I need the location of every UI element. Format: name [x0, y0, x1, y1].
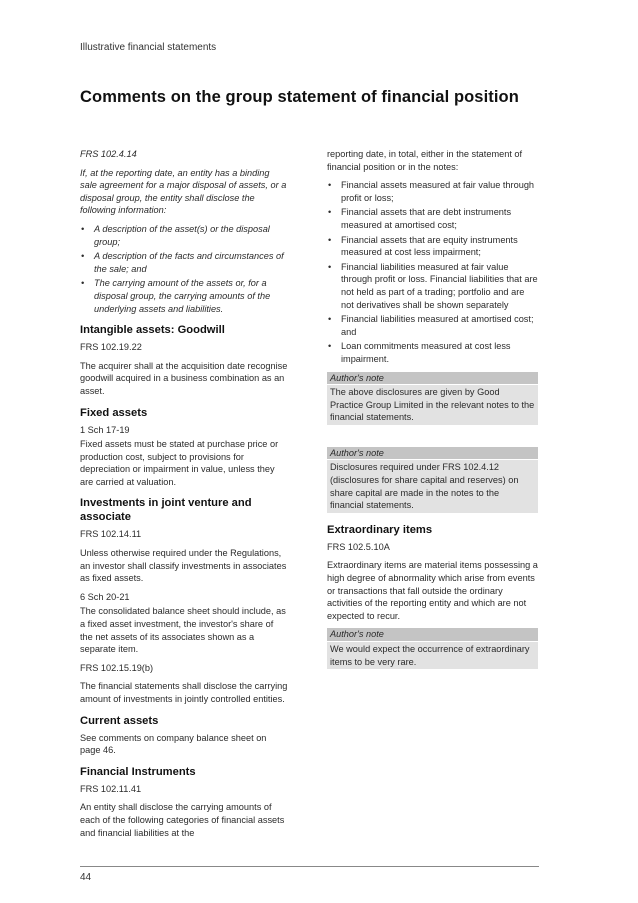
- authors-note-heading: Author's note: [327, 628, 538, 642]
- current-assets-heading: Current assets: [80, 714, 159, 727]
- list-item: • A description of the asset(s) or the disposal group;: [80, 223, 288, 248]
- extraordinary-items-heading: Extraordinary items: [327, 523, 433, 536]
- fixed-assets-heading: Fixed assets: [80, 406, 148, 419]
- list-item: • Financial assets that are debt instruments measured at amortised cost;: [327, 206, 538, 231]
- list-item: • A description of the facts and circumstances of the sale; and: [80, 250, 288, 275]
- investments-heading: Investments in joint venture and associate: [80, 497, 252, 524]
- goodwill-text: The acquirer shall at the acquisition date recognise goodwill acquired in a business combination as an asset.: [80, 360, 288, 396]
- authors-note-body: We would expect the occurrence of extraordinary items to be very rare.: [327, 642, 538, 669]
- section-reference: 1 Sch 17-19: [80, 424, 130, 435]
- financial-instruments-text: An entity shall disclose the carrying amounts of each of the following categories of financial assets and financial liabilities at the: [80, 802, 285, 838]
- footer-divider: [80, 866, 539, 867]
- list-item: • Financial liabilities measured at fair value through profit or loss. Financial liabilities that are not held as part of a trading; portfolio and are not derivatives shall be shown separately: [327, 261, 538, 311]
- section-reference: 6 Sch 20-21: [80, 591, 130, 602]
- list-item: • Financial assets measured at fair value through profit or loss;: [327, 179, 538, 204]
- list-item: • Financial assets that are equity instruments measured at cost less impairment;: [327, 234, 538, 259]
- right-column: [327, 148, 538, 679]
- financial-instruments-heading: Financial Instruments: [80, 765, 196, 778]
- authors-note-body: The above disclosures are given by Good Practice Group Limited in the relevant notes to the financial statements.: [327, 385, 538, 425]
- investments-text-3: The financial statements shall disclose the carrying amount of investments in jointly controlled entities.: [80, 681, 288, 704]
- list-item: • Financial liabilities measured at amortised cost; and: [327, 313, 538, 338]
- section-reference: FRS 102.14.11: [80, 529, 142, 540]
- fixed-assets-text: Fixed assets must be stated at purchase price or production cost, subject to provisions for depreciation or impairment in value, unless they are carried at valuation.: [80, 439, 279, 487]
- list-item: • The carrying amount of the assets or, for a disposal group, the carrying amounts of the underlying assets and liabilities.: [80, 277, 288, 315]
- investments-text-2: The consolidated balance sheet should include, as a fixed asset investment, the investor's share of the net assets of its associates shown as a separate item.: [80, 606, 286, 655]
- section-reference: FRS 102.15.19(b): [80, 662, 154, 673]
- section-reference: FRS 102.19.22: [80, 342, 142, 353]
- authors-note-heading: Author's note: [327, 447, 538, 461]
- financial-instruments-continued: reporting date, in total, either in the statement of financial position or in the notes:: [327, 149, 523, 172]
- page-number: 44: [80, 872, 92, 883]
- authors-note-box: [327, 447, 538, 513]
- list-item: • Loan commitments measured at cost less impairment.: [327, 340, 538, 365]
- left-column: [80, 148, 288, 845]
- section-reference: FRS 102.4.14: [80, 149, 137, 159]
- section-reference: FRS 102.11.41: [80, 783, 142, 794]
- current-assets-text: See comments on company balance sheet on page 46.: [80, 732, 267, 756]
- authors-note-box: [327, 628, 538, 669]
- investments-text-1: Unless otherwise required under the Regulations, an investor shall classify investments in associates as fixed assets.: [80, 548, 287, 584]
- disposal-intro-text: If, at the reporting date, an entity has a binding sale agreement for a major disposal of assets, or a disposal group, the entity shall disclose the following information:: [80, 167, 287, 216]
- financial-instruments-bullet-list: [327, 179, 538, 365]
- extraordinary-items-text: Extraordinary items are material items possessing a high degree of abnormality which arise from events or transactions that fall outside the ordinary activities of the reporting entity and which are not expected to recur.: [327, 560, 538, 621]
- page-title: Comments on the group statement of financial position: [80, 88, 519, 106]
- disposal-bullet-list: [80, 223, 288, 315]
- running-head: Illustrative financial statements: [80, 42, 217, 53]
- section-reference: FRS 102.5.10A: [327, 541, 390, 552]
- authors-note-heading: Author's note: [327, 372, 538, 386]
- goodwill-heading: Intangible assets: Goodwill: [80, 324, 225, 337]
- authors-note-body: Disclosures required under FRS 102.4.12 (disclosures for share capital and reserves) on share capital are made in the notes to the financial statements.: [327, 460, 538, 512]
- authors-note-box: [327, 372, 538, 425]
